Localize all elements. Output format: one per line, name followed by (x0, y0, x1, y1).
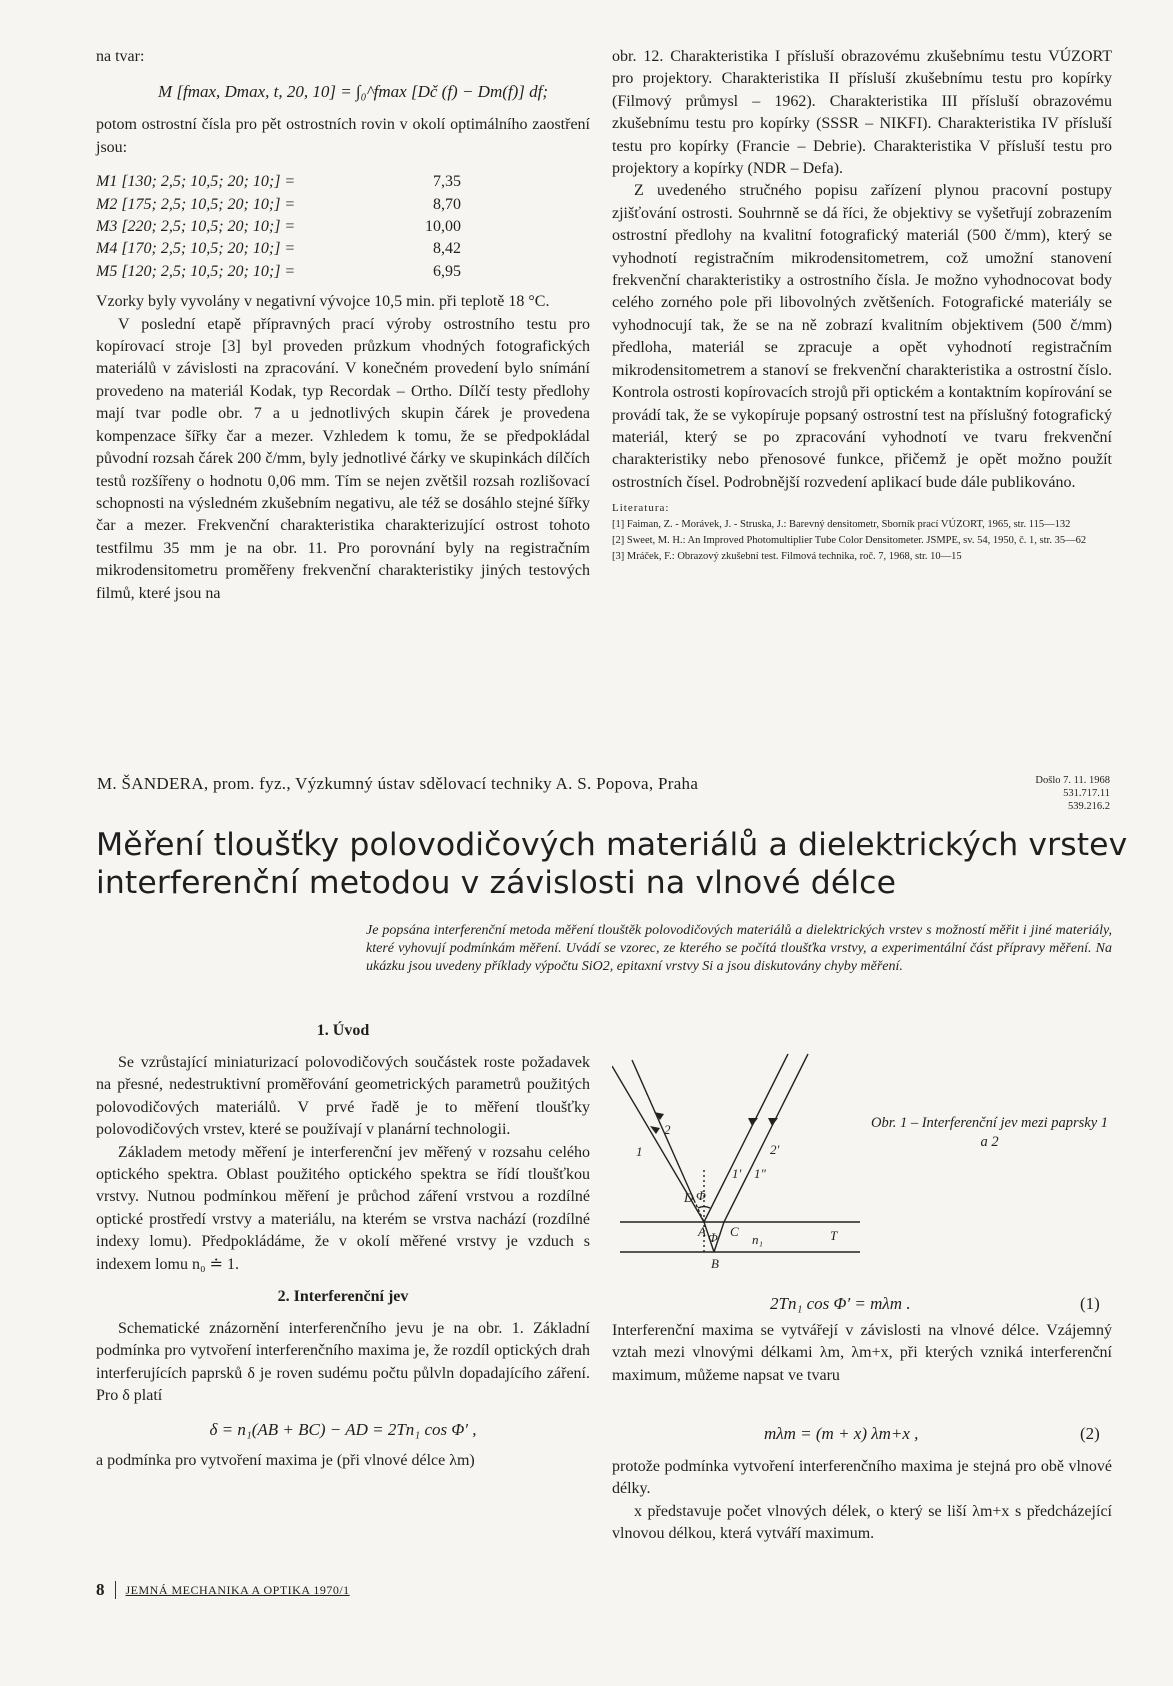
left-top-column (96, 46, 590, 605)
reflected-ray (724, 1054, 808, 1222)
sharpness-value-row: M1 [130; 2,5; 10,5; 20; 10;] = 7,35 (96, 173, 461, 191)
paragraph: Se vzrůstající miniaturizací polovodičových součástek roste požadavek na přesné, nedestruktivní proměřování geometrických parametrů použitých polovodičových materiálů. V prvé řadě je to měření tloušťky polovodičových vrstev, které se používají v planární technologii. (96, 1054, 590, 1139)
left-bottom-column (96, 1022, 590, 1472)
section-heading: 2. Interferenční jev (277, 1288, 409, 1306)
reference-item: [3] Mráček, F.: Obrazový zkušební test. Filmová technika, roč. 7, 1968, str. 10—15 (612, 551, 962, 563)
equation-number: (2) (1080, 1424, 1100, 1443)
perpendicular-line (694, 1200, 704, 1222)
right-top-column (612, 46, 1112, 566)
paragraph: potom ostrostní čísla pro pět ostrostních rovin v okolí optimálního zaostření jsou: (96, 116, 590, 156)
classification-code: 539.216.2 (1068, 801, 1110, 812)
section-heading: 1. Úvod (316, 1022, 370, 1039)
title-line: interferenční metodou v závislosti na vlnové délce (96, 865, 897, 901)
sharpness-value-row: M3 [220; 2,5; 10,5; 20; 10;] = 10,00 (96, 218, 461, 236)
thickness-label: T (830, 1228, 838, 1243)
angle-arc (698, 1207, 710, 1208)
ray-label: 1″ (754, 1166, 766, 1181)
ray-label: 1 (636, 1144, 643, 1159)
point-label: D (684, 1190, 694, 1205)
medium-label: n₁ (752, 1232, 764, 1247)
references-heading: Literatura: (612, 502, 670, 515)
journal-name: JEMNÁ MECHANIKA A OPTIKA 1970/1 (125, 1582, 350, 1597)
point-label: B (711, 1256, 719, 1271)
sharpness-value-row: M4 [170; 2,5; 10,5; 20; 10;] = 8,42 (96, 240, 461, 258)
right-bottom-column-cont (612, 1456, 1112, 1546)
equation-2: mλm = (m + x) λm+x , (764, 1424, 919, 1443)
figure-caption: Obr. 1 – Interferenční jev mezi paprsky 1 a 2 (870, 1115, 1109, 1150)
incident-ray-2 (632, 1060, 694, 1200)
page-footer (96, 1580, 350, 1600)
reference-item: [2] Sweet, M. H.: An Improved Photomultiplier Tube Color Densitometer. JSMPE, sv. 54, 1950, č. 1, str. 35—62 (612, 535, 1087, 547)
title-line: Měření tloušťky polovodičových materiálů a dielektrických vrstev (96, 827, 1128, 863)
paragraph: x představuje počet vlnových délek, o který se liší λm+x s předcházející vlnovou délkou, která vytváří maximum. (612, 1502, 1112, 1543)
right-bottom-column (612, 1320, 1112, 1387)
page-number: 8 (96, 1580, 105, 1599)
ray-label: 2 (664, 1122, 671, 1137)
received-date: Došlo 7. 11. 1968 (1035, 775, 1110, 786)
footer-divider (115, 1581, 116, 1599)
equation-number: (1) (1080, 1294, 1100, 1313)
ray-label: 1′ (732, 1166, 742, 1181)
arrow-head (654, 1112, 664, 1120)
point-label: C (730, 1224, 739, 1239)
paragraph: Základem metody měření je interferenční jev měřený v rozsahu celého optického spektra. Oblast použitého optického spektra se řídí tloušťkou vrstvy. Nutnou podmínkou měření je průchod záření vrstvou a rozdílné optické prostředí vrstvy a materiálu, na kterém se vrstva nachází (rozdílné indexy lomu). Předpokládáme, že v okolí měřené vrstvy je vzduch s indexem lomu n₀ ≐ 1. (96, 1143, 590, 1273)
paragraph: Schematické znázornění interferenčního jevu je na obr. 1. Základní podmínka pro vytvoření interferenčního maxima je, že rozdíl optických drah interferujících paprsků δ je roven sudému počtu půlvln dopadajícího záření. Pro δ platí (96, 1320, 590, 1405)
paragraph: a podmínka pro vytvoření maxima je (při vlnové délce λm) (96, 1451, 475, 1469)
sharpness-value-row: M2 [175; 2,5; 10,5; 20; 10;] = 8,70 (96, 195, 461, 213)
intro-text: na tvar: (96, 48, 145, 65)
ray-label: 2′ (770, 1142, 780, 1157)
abstract: Je popsána interferenční metoda měření tlouštěk polovodičových materiálů a dielektrických vrstev s možností měřit i jiné materiály, které vyhovují podmínkám měření. Uvádí se vzorec, ze kterého se počítá tloušťka vrstvy, a experimentální část přípravy měření. Na ukázku jsou uvedeny příklady výpočtu SiO2, epitaxní vrstvy Si a jsou diskutovány chyby měření. (366, 923, 1112, 974)
received-info (1035, 774, 1110, 813)
paragraph: obr. 12. Charakteristika I přísluší obrazovému zkušebnímu testu VÚZORT pro projektory. Charakteristika II přísluší zkušebnímu testu pro kopírky (Filmový průmysl – 1962). Charakteristika III přísluší obrazovému zkušebnímu testu pro kopírky (SSSR – NIKFI). Charakteristika IV přísluší testu pro kopírky (Francie – Debrie). Charakteristika V přísluší testu pro projektory a kopírky (NDR – Defa). (612, 48, 1112, 178)
paragraph: Vzorky byly vyvolány v negativní vývojce 10,5 min. při teplotě 18 °C. (96, 293, 550, 311)
interference-diagram (612, 1052, 862, 1280)
equation-1: 2Tn₁ cos Φ′ = mλm . (770, 1294, 911, 1313)
article-title (96, 826, 1136, 902)
paragraph: Interferenční maxima se vytvářejí v závislosti na vlnové délce. Vzájemný vztah mezi vlnovými délkami λm, λm+x, při kterých vzniká interferenční maximum, můžeme napsat ve tvaru (612, 1322, 1112, 1384)
classification-code: 531.717.11 (1063, 788, 1110, 799)
paragraph: Z uvedeného stručného popisu zařízení plynou pracovní postupy zjišťování ostrosti. Souhrnně se dá říci, že objektivy se vyšetřují zobrazením ostrostní předlohy na kvalitní fotografický materiál (500 č/mm), který se vyhodnotí registračním mikrodensitometrem, což umožní stanovení frekvenční charakteristiky a ostrostního čísla. Je možno vyhodnocovat body celého zorného pole při libovolných zvětšeních. Fotografické materiály se vyhodnocují tak, že se na ně zobrazí kvalitním objektivem (500 č/mm) předloha, materiál se zpracuje a opět vyhodnotí registračním mikrodensitometrem a stanoví se frekvenční charakteristika a ostrostní číslo. Kontrola ostrosti kopírovacích strojů při optickém a kontaktním kopírování se provádí tak, že se vykopíruje popsaný ostrostní test na příslušný fotografický materiál, který se po zpracování vyhodnotí ve tvaru frekvenční charakteristiky nebo přenosové funkce, přičemž je opět možno použít ostrostních čísel. Podrobnější rozvedení aplikací bude dále publikováno. (612, 182, 1112, 491)
paragraph: V poslední etapě přípravných prací výroby ostrostního testu pro kopírovací stroje [3] byl proveden průzkum vhodných fotografických materiálů v závislosti na zpracování. V konečném provedení bylo snímání provedeno na materiál Kodak, typ Recordak – Ortho. Dílčí testy předlohy mají tvar podle obr. 7 a u jednotlivých skupin čárek je provedena kompenzace šířky čar a mezer. Vzhledem k tomu, že se předpokládal původní rozsah čárek 200 č/mm, byly jednotlivé čárky ve skupinkách dílčích testů rozšířeny o hodnotu 0,06 mm. Tím se nejen zvětšil rozsah rozlišovací schopnosti na výsledném zkušebním negativu, ale též se dosáhlo stejné šířky čar a mezer. Frekvenční charakteristika charakterizující ostrost tohoto testfilmu 35 mm je na obr. 11. Pro porovnání byly na registračním mikrodensitometru proměřeny frekvenční charakteristiky jiných testových filmů, které jsou na (96, 315, 590, 602)
point-label: A (698, 1224, 706, 1239)
paragraph: protože podmínka vytvoření interferenčního maxima je stejná pro obě vlnové délky. (612, 1458, 1112, 1498)
angle-label: Φ′ (708, 1230, 721, 1245)
sharpness-value-row: M5 [120; 2,5; 10,5; 20; 10;] = 6,95 (96, 262, 461, 280)
angle-label: Φ (696, 1188, 706, 1203)
path-difference-formula: δ = n₁(AB + BC) − AD = 2Tn₁ cos Φ′ , (209, 1419, 477, 1439)
sharpness-values-list (96, 171, 590, 283)
reference-item: [1] Faiman, Z. - Morávek, J. - Struska, J.: Barevný densitometr, Sborník prací VÚZORT, 1965, str. 115—132 (612, 519, 1071, 531)
author-line: M. ŠANDERA, prom. fyz., Výzkumný ústav sdělovací techniky A. S. Popova, Praha (97, 774, 699, 793)
integral-formula: M [fmax, Dmax, t, 20, 10] = ∫₀^fmax [Dč (f) − Dm(f)] df; (157, 82, 549, 102)
reflected-ray (704, 1054, 788, 1222)
